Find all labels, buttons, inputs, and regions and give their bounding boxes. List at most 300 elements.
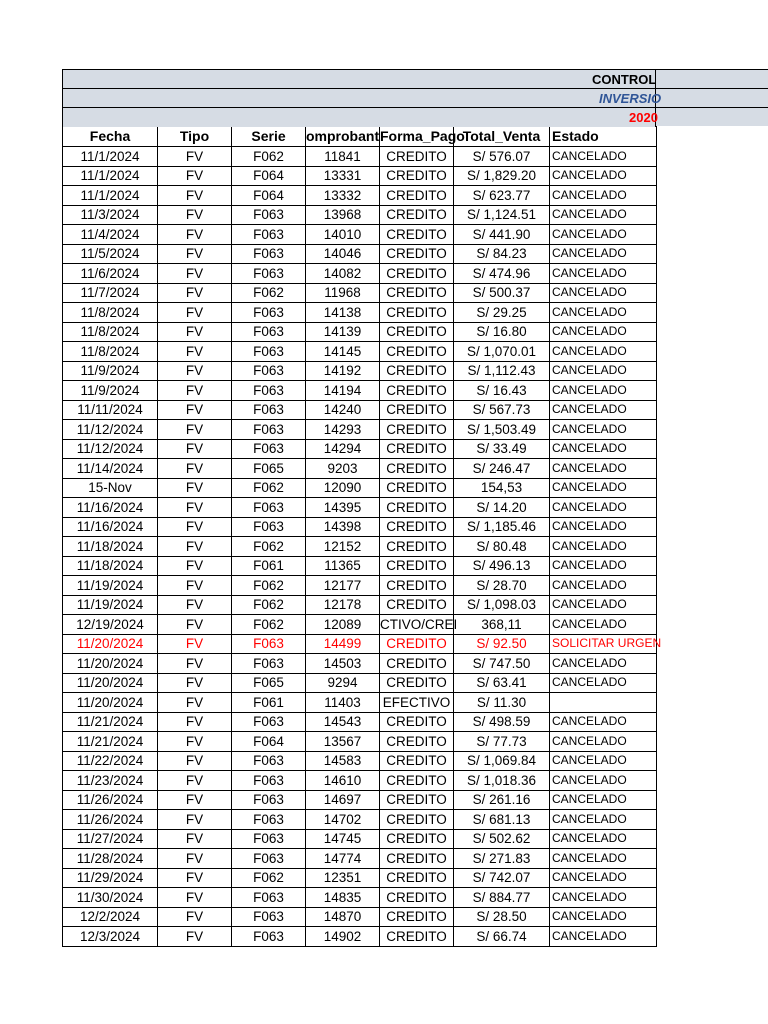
cell-fecha[interactable]: 12/3/2024: [63, 927, 158, 947]
cell-serie[interactable]: F062: [232, 615, 306, 635]
cell-fecha[interactable]: 11/26/2024: [63, 790, 158, 810]
cell-serie[interactable]: F063: [232, 771, 306, 791]
cell-serie[interactable]: F062: [232, 576, 306, 596]
cell-tipo[interactable]: FV: [158, 147, 232, 167]
cell-comprobante[interactable]: 11841: [306, 147, 380, 167]
cell-estado[interactable]: CANCELADO: [550, 829, 657, 849]
cell-total-venta[interactable]: S/ 28.70: [454, 576, 550, 596]
cell-comprobante[interactable]: 14870: [306, 907, 380, 927]
cell-estado[interactable]: CANCELADO: [550, 751, 657, 771]
cell-total-venta[interactable]: 154,53: [454, 478, 550, 498]
cell-tipo[interactable]: FV: [158, 322, 232, 342]
cell-forma-pago[interactable]: CREDITO: [380, 790, 454, 810]
cell-fecha[interactable]: 11/12/2024: [63, 439, 158, 459]
cell-fecha[interactable]: 11/22/2024: [63, 751, 158, 771]
cell-serie[interactable]: F063: [232, 888, 306, 908]
cell-estado[interactable]: CANCELADO: [550, 849, 657, 869]
cell-forma-pago[interactable]: CREDITO: [380, 322, 454, 342]
cell-comprobante[interactable]: 14499: [306, 634, 380, 654]
cell-estado[interactable]: CANCELADO: [550, 595, 657, 615]
cell-total-venta[interactable]: 368,11: [454, 615, 550, 635]
cell-comprobante[interactable]: 11403: [306, 693, 380, 713]
cell-tipo[interactable]: FV: [158, 732, 232, 752]
table-row: [63, 537, 657, 557]
cell-comprobante[interactable]: 14503: [306, 654, 380, 674]
header-total-venta[interactable]: Total_Venta: [454, 127, 550, 147]
cell-forma-pago[interactable]: CREDITO: [380, 283, 454, 303]
cell-comprobante[interactable]: 14240: [306, 400, 380, 420]
cell-comprobante[interactable]: 14697: [306, 790, 380, 810]
cell-serie[interactable]: F064: [232, 732, 306, 752]
cell-tipo[interactable]: FV: [158, 868, 232, 888]
cell-comprobante[interactable]: 12090: [306, 478, 380, 498]
cell-serie[interactable]: F063: [232, 342, 306, 362]
cell-estado[interactable]: CANCELADO: [550, 478, 657, 498]
cell-total-venta[interactable]: S/ 567.73: [454, 400, 550, 420]
cell-serie[interactable]: F063: [232, 361, 306, 381]
cell-total-venta[interactable]: S/ 681.13: [454, 810, 550, 830]
cell-comprobante[interactable]: 14395: [306, 498, 380, 518]
cell-tipo[interactable]: FV: [158, 810, 232, 830]
cell-tipo[interactable]: FV: [158, 829, 232, 849]
cell-estado[interactable]: CANCELADO: [550, 439, 657, 459]
cell-estado[interactable]: [550, 693, 657, 713]
cell-forma-pago[interactable]: CREDITO: [380, 634, 454, 654]
cell-serie[interactable]: F063: [232, 654, 306, 674]
cell-tipo[interactable]: FV: [158, 595, 232, 615]
cell-estado[interactable]: CANCELADO: [550, 322, 657, 342]
cell-serie[interactable]: F063: [232, 498, 306, 518]
cell-fecha[interactable]: 11/30/2024: [63, 888, 158, 908]
cell-total-venta[interactable]: S/ 84.23: [454, 244, 550, 264]
cell-total-venta[interactable]: S/ 1,098.03: [454, 595, 550, 615]
cell-serie[interactable]: F063: [232, 225, 306, 245]
cell-estado[interactable]: CANCELADO: [550, 147, 657, 167]
cell-fecha[interactable]: 11/21/2024: [63, 712, 158, 732]
cell-tipo[interactable]: FV: [158, 498, 232, 518]
cell-estado[interactable]: CANCELADO: [550, 225, 657, 245]
cell-tipo[interactable]: FV: [158, 654, 232, 674]
cell-serie[interactable]: F062: [232, 595, 306, 615]
cell-total-venta[interactable]: S/ 28.50: [454, 907, 550, 927]
cell-estado[interactable]: CANCELADO: [550, 907, 657, 927]
header-fecha[interactable]: Fecha: [63, 127, 158, 147]
cell-estado[interactable]: CANCELADO: [550, 810, 657, 830]
cell-estado[interactable]: CANCELADO: [550, 400, 657, 420]
cell-total-venta[interactable]: S/ 92.50: [454, 634, 550, 654]
title-cell-3[interactable]: [63, 108, 656, 127]
cell-comprobante[interactable]: 14835: [306, 888, 380, 908]
cell-total-venta[interactable]: S/ 498.59: [454, 712, 550, 732]
cell-forma-pago[interactable]: CREDITO: [380, 244, 454, 264]
cell-fecha[interactable]: 11/19/2024: [63, 595, 158, 615]
cell-serie[interactable]: F063: [232, 303, 306, 323]
cell-tipo[interactable]: FV: [158, 712, 232, 732]
cell-tipo[interactable]: FV: [158, 459, 232, 479]
cell-comprobante[interactable]: 13567: [306, 732, 380, 752]
cell-comprobante[interactable]: 14610: [306, 771, 380, 791]
cell-fecha[interactable]: 11/1/2024: [63, 186, 158, 206]
cell-comprobante[interactable]: 11365: [306, 556, 380, 576]
cell-total-venta[interactable]: S/ 1,124.51: [454, 205, 550, 225]
cell-fecha[interactable]: 11/4/2024: [63, 225, 158, 245]
cell-total-venta[interactable]: S/ 441.90: [454, 225, 550, 245]
cell-total-venta[interactable]: S/ 1,018.36: [454, 771, 550, 791]
cell-estado[interactable]: CANCELADO: [550, 654, 657, 674]
cell-forma-pago[interactable]: CREDITO: [380, 712, 454, 732]
cell-tipo[interactable]: FV: [158, 264, 232, 284]
cell-comprobante[interactable]: 12351: [306, 868, 380, 888]
cell-comprobante[interactable]: 14398: [306, 517, 380, 537]
cell-fecha[interactable]: 11/23/2024: [63, 771, 158, 791]
cell-forma-pago[interactable]: CREDITO: [380, 673, 454, 693]
cell-forma-pago[interactable]: CREDITO: [380, 868, 454, 888]
cell-forma-pago[interactable]: CREDITO: [380, 927, 454, 947]
cell-fecha[interactable]: 11/1/2024: [63, 166, 158, 186]
cell-estado[interactable]: CANCELADO: [550, 186, 657, 206]
cell-forma-pago[interactable]: CREDITO: [380, 225, 454, 245]
cell-estado[interactable]: CANCELADO: [550, 927, 657, 947]
cell-comprobante[interactable]: 14902: [306, 927, 380, 947]
cell-forma-pago[interactable]: CREDITO: [380, 751, 454, 771]
cell-serie[interactable]: F061: [232, 693, 306, 713]
cell-total-venta[interactable]: S/ 1,070.01: [454, 342, 550, 362]
cell-serie[interactable]: F064: [232, 166, 306, 186]
cell-fecha[interactable]: 12/19/2024: [63, 615, 158, 635]
cell-comprobante[interactable]: 13332: [306, 186, 380, 206]
cell-tipo[interactable]: FV: [158, 186, 232, 206]
cell-serie[interactable]: F062: [232, 478, 306, 498]
cell-fecha[interactable]: 11/14/2024: [63, 459, 158, 479]
cell-total-venta[interactable]: S/ 747.50: [454, 654, 550, 674]
cell-forma-pago[interactable]: CREDITO: [380, 264, 454, 284]
cell-forma-pago[interactable]: CREDITO: [380, 556, 454, 576]
cell-total-venta[interactable]: S/ 246.47: [454, 459, 550, 479]
cell-tipo[interactable]: FV: [158, 576, 232, 596]
cell-total-venta[interactable]: S/ 16.80: [454, 322, 550, 342]
cell-estado[interactable]: CANCELADO: [550, 459, 657, 479]
cell-tipo[interactable]: FV: [158, 342, 232, 362]
cell-total-venta[interactable]: S/ 16.43: [454, 381, 550, 401]
cell-fecha[interactable]: 11/5/2024: [63, 244, 158, 264]
cell-comprobante[interactable]: 9203: [306, 459, 380, 479]
cell-total-venta[interactable]: S/ 500.37: [454, 283, 550, 303]
cell-fecha[interactable]: 11/20/2024: [63, 634, 158, 654]
cell-fecha[interactable]: 11/26/2024: [63, 810, 158, 830]
cell-fecha[interactable]: 11/18/2024: [63, 537, 158, 557]
cell-tipo[interactable]: FV: [158, 400, 232, 420]
cell-serie[interactable]: F062: [232, 537, 306, 557]
cell-total-venta[interactable]: S/ 261.16: [454, 790, 550, 810]
cell-serie[interactable]: F063: [232, 439, 306, 459]
cell-forma-pago[interactable]: CREDITO: [380, 381, 454, 401]
cell-tipo[interactable]: FV: [158, 790, 232, 810]
cell-tipo[interactable]: FV: [158, 420, 232, 440]
cell-tipo[interactable]: FV: [158, 849, 232, 869]
cell-estado[interactable]: CANCELADO: [550, 420, 657, 440]
cell-total-venta[interactable]: S/ 496.13: [454, 556, 550, 576]
cell-serie[interactable]: F063: [232, 634, 306, 654]
cell-tipo[interactable]: FV: [158, 927, 232, 947]
cell-serie[interactable]: F063: [232, 927, 306, 947]
cell-estado[interactable]: CANCELADO: [550, 205, 657, 225]
cell-comprobante[interactable]: 13331: [306, 166, 380, 186]
cell-fecha[interactable]: 11/27/2024: [63, 829, 158, 849]
cell-fecha[interactable]: 11/8/2024: [63, 322, 158, 342]
cell-estado[interactable]: CANCELADO: [550, 381, 657, 401]
cell-total-venta[interactable]: S/ 1,503.49: [454, 420, 550, 440]
cell-forma-pago[interactable]: CREDITO: [380, 478, 454, 498]
cell-total-venta[interactable]: S/ 1,829.20: [454, 166, 550, 186]
cell-estado[interactable]: CANCELADO: [550, 732, 657, 752]
header-forma-pago[interactable]: Forma_Pago: [380, 127, 454, 147]
cell-forma-pago[interactable]: CREDITO: [380, 303, 454, 323]
cell-tipo[interactable]: FV: [158, 556, 232, 576]
cell-tipo[interactable]: FV: [158, 634, 232, 654]
table-row: [63, 283, 657, 303]
cell-fecha[interactable]: 11/12/2024: [63, 420, 158, 440]
cell-estado[interactable]: CANCELADO: [550, 303, 657, 323]
cell-tipo[interactable]: FV: [158, 439, 232, 459]
cell-forma-pago[interactable]: CREDITO: [380, 459, 454, 479]
cell-comprobante[interactable]: 14145: [306, 342, 380, 362]
cell-total-venta[interactable]: S/ 29.25: [454, 303, 550, 323]
cell-estado[interactable]: CANCELADO: [550, 244, 657, 264]
cell-forma-pago[interactable]: CREDITO: [380, 576, 454, 596]
cell-tipo[interactable]: FV: [158, 693, 232, 713]
cell-forma-pago[interactable]: CREDITO: [380, 888, 454, 908]
cell-estado[interactable]: CANCELADO: [550, 673, 657, 693]
cell-forma-pago[interactable]: CREDITO: [380, 205, 454, 225]
cell-fecha[interactable]: 11/6/2024: [63, 264, 158, 284]
cell-forma-pago[interactable]: CREDITO: [380, 439, 454, 459]
cell-serie[interactable]: F062: [232, 283, 306, 303]
cell-forma-pago[interactable]: CREDITO: [380, 907, 454, 927]
cell-comprobante[interactable]: 14082: [306, 264, 380, 284]
cell-fecha[interactable]: 11/9/2024: [63, 361, 158, 381]
cell-fecha[interactable]: 11/16/2024: [63, 498, 158, 518]
cell-comprobante[interactable]: 14010: [306, 225, 380, 245]
cell-estado[interactable]: CANCELADO: [550, 283, 657, 303]
cell-forma-pago[interactable]: CREDITO: [380, 595, 454, 615]
cell-fecha[interactable]: 11/8/2024: [63, 303, 158, 323]
cell-estado[interactable]: CANCELADO: [550, 615, 657, 635]
cell-estado[interactable]: CANCELADO: [550, 517, 657, 537]
cell-total-venta[interactable]: S/ 14.20: [454, 498, 550, 518]
cell-tipo[interactable]: FV: [158, 673, 232, 693]
cell-fecha[interactable]: 11/16/2024: [63, 517, 158, 537]
cell-total-venta[interactable]: S/ 77.73: [454, 732, 550, 752]
cell-comprobante[interactable]: 14138: [306, 303, 380, 323]
cell-forma-pago[interactable]: CTIVO/CREI: [380, 615, 454, 635]
cell-total-venta[interactable]: S/ 576.07: [454, 147, 550, 167]
cell-comprobante[interactable]: 9294: [306, 673, 380, 693]
cell-comprobante[interactable]: 14293: [306, 420, 380, 440]
cell-tipo[interactable]: FV: [158, 517, 232, 537]
cell-total-venta[interactable]: S/ 1,069.84: [454, 751, 550, 771]
header-tipo[interactable]: Tipo: [158, 127, 232, 147]
cell-serie[interactable]: F061: [232, 556, 306, 576]
cell-estado[interactable]: CANCELADO: [550, 771, 657, 791]
cell-tipo[interactable]: FV: [158, 888, 232, 908]
cell-forma-pago[interactable]: CREDITO: [380, 771, 454, 791]
cell-forma-pago[interactable]: CREDITO: [380, 849, 454, 869]
cell-serie[interactable]: F063: [232, 517, 306, 537]
cell-comprobante[interactable]: 14294: [306, 439, 380, 459]
cell-fecha[interactable]: 12/2/2024: [63, 907, 158, 927]
cell-serie[interactable]: F063: [232, 400, 306, 420]
cell-comprobante[interactable]: 14139: [306, 322, 380, 342]
cell-tipo[interactable]: FV: [158, 478, 232, 498]
cell-serie[interactable]: F063: [232, 849, 306, 869]
cell-serie[interactable]: F063: [232, 810, 306, 830]
cell-serie[interactable]: F063: [232, 244, 306, 264]
cell-serie[interactable]: F063: [232, 907, 306, 927]
cell-forma-pago[interactable]: CREDITO: [380, 361, 454, 381]
cell-serie[interactable]: F063: [232, 205, 306, 225]
cell-serie[interactable]: F063: [232, 712, 306, 732]
cell-serie[interactable]: F062: [232, 147, 306, 167]
cell-tipo[interactable]: FV: [158, 361, 232, 381]
cell-total-venta[interactable]: S/ 623.77: [454, 186, 550, 206]
cell-tipo[interactable]: FV: [158, 244, 232, 264]
cell-fecha[interactable]: 15-Nov: [63, 478, 158, 498]
cell-tipo[interactable]: FV: [158, 537, 232, 557]
cell-comprobante[interactable]: 13968: [306, 205, 380, 225]
cell-comprobante[interactable]: 14046: [306, 244, 380, 264]
table-row: [63, 771, 657, 791]
cell-serie[interactable]: F065: [232, 673, 306, 693]
cell-fecha[interactable]: 11/20/2024: [63, 654, 158, 674]
cell-estado[interactable]: SOLICITAR URGEN: [550, 634, 657, 654]
cell-comprobante[interactable]: 14702: [306, 810, 380, 830]
cell-comprobante[interactable]: 14194: [306, 381, 380, 401]
cell-total-venta[interactable]: S/ 80.48: [454, 537, 550, 557]
cell-tipo[interactable]: FV: [158, 381, 232, 401]
cell-forma-pago[interactable]: CREDITO: [380, 829, 454, 849]
cell-serie[interactable]: F063: [232, 751, 306, 771]
cell-fecha[interactable]: 11/20/2024: [63, 693, 158, 713]
cell-estado[interactable]: CANCELADO: [550, 498, 657, 518]
cell-total-venta[interactable]: S/ 11.30: [454, 693, 550, 713]
cell-comprobante[interactable]: 14192: [306, 361, 380, 381]
cell-forma-pago[interactable]: CREDITO: [380, 186, 454, 206]
cell-tipo[interactable]: FV: [158, 771, 232, 791]
cell-total-venta[interactable]: S/ 884.77: [454, 888, 550, 908]
cell-estado[interactable]: CANCELADO: [550, 712, 657, 732]
cell-tipo[interactable]: FV: [158, 615, 232, 635]
header-estado[interactable]: Estado: [550, 127, 657, 147]
cell-comprobante[interactable]: 14543: [306, 712, 380, 732]
cell-forma-pago[interactable]: CREDITO: [380, 810, 454, 830]
cell-forma-pago[interactable]: EFECTIVO: [380, 693, 454, 713]
cell-fecha[interactable]: 11/28/2024: [63, 849, 158, 869]
cell-serie[interactable]: F063: [232, 264, 306, 284]
cell-comprobante[interactable]: 14774: [306, 849, 380, 869]
cell-tipo[interactable]: FV: [158, 225, 232, 245]
cell-comprobante[interactable]: 14583: [306, 751, 380, 771]
cell-forma-pago[interactable]: CREDITO: [380, 147, 454, 167]
cell-comprobante[interactable]: 12177: [306, 576, 380, 596]
cell-tipo[interactable]: FV: [158, 303, 232, 323]
cell-serie[interactable]: F063: [232, 420, 306, 440]
cell-total-venta[interactable]: S/ 1,112.43: [454, 361, 550, 381]
cell-tipo[interactable]: FV: [158, 205, 232, 225]
cell-serie[interactable]: F065: [232, 459, 306, 479]
cell-fecha[interactable]: 11/19/2024: [63, 576, 158, 596]
cell-fecha[interactable]: 11/11/2024: [63, 400, 158, 420]
cell-tipo[interactable]: FV: [158, 907, 232, 927]
cell-fecha[interactable]: 11/18/2024: [63, 556, 158, 576]
cell-estado[interactable]: CANCELADO: [550, 556, 657, 576]
header-serie[interactable]: Serie: [232, 127, 306, 147]
cell-estado[interactable]: CANCELADO: [550, 790, 657, 810]
cell-total-venta[interactable]: S/ 742.07: [454, 868, 550, 888]
cell-estado[interactable]: CANCELADO: [550, 342, 657, 362]
cell-fecha[interactable]: 11/3/2024: [63, 205, 158, 225]
cell-estado[interactable]: CANCELADO: [550, 166, 657, 186]
cell-total-venta[interactable]: S/ 66.74: [454, 927, 550, 947]
cell-tipo[interactable]: FV: [158, 283, 232, 303]
cell-total-venta[interactable]: S/ 271.83: [454, 849, 550, 869]
cell-comprobante[interactable]: 12152: [306, 537, 380, 557]
cell-fecha[interactable]: 11/7/2024: [63, 283, 158, 303]
cell-total-venta[interactable]: S/ 502.62: [454, 829, 550, 849]
cell-fecha[interactable]: 11/20/2024: [63, 673, 158, 693]
cell-forma-pago[interactable]: CREDITO: [380, 537, 454, 557]
cell-estado[interactable]: CANCELADO: [550, 264, 657, 284]
cell-estado[interactable]: CANCELADO: [550, 576, 657, 596]
cell-serie[interactable]: F063: [232, 829, 306, 849]
cell-fecha[interactable]: 11/1/2024: [63, 147, 158, 167]
cell-estado[interactable]: CANCELADO: [550, 537, 657, 557]
cell-fecha[interactable]: 11/9/2024: [63, 381, 158, 401]
cell-forma-pago[interactable]: CREDITO: [380, 654, 454, 674]
cell-serie[interactable]: F063: [232, 790, 306, 810]
cell-serie[interactable]: F063: [232, 322, 306, 342]
cell-forma-pago[interactable]: CREDITO: [380, 732, 454, 752]
cell-forma-pago[interactable]: CREDITO: [380, 498, 454, 518]
cell-fecha[interactable]: 11/29/2024: [63, 868, 158, 888]
cell-tipo[interactable]: FV: [158, 166, 232, 186]
cell-total-venta[interactable]: S/ 33.49: [454, 439, 550, 459]
cell-estado[interactable]: CANCELADO: [550, 888, 657, 908]
cell-total-venta[interactable]: S/ 474.96: [454, 264, 550, 284]
cell-comprobante[interactable]: 12178: [306, 595, 380, 615]
cell-tipo[interactable]: FV: [158, 751, 232, 771]
cell-total-venta[interactable]: S/ 63.41: [454, 673, 550, 693]
cell-fecha[interactable]: 11/8/2024: [63, 342, 158, 362]
title-cell-1[interactable]: [63, 70, 656, 89]
cell-fecha[interactable]: 11/21/2024: [63, 732, 158, 752]
title-cell-2[interactable]: [63, 89, 662, 108]
cell-forma-pago[interactable]: CREDITO: [380, 342, 454, 362]
cell-forma-pago[interactable]: CREDITO: [380, 517, 454, 537]
cell-estado[interactable]: CANCELADO: [550, 868, 657, 888]
cell-forma-pago[interactable]: CREDITO: [380, 400, 454, 420]
header-comprobante[interactable]: omprobant: [306, 127, 380, 147]
cell-estado[interactable]: CANCELADO: [550, 361, 657, 381]
cell-forma-pago[interactable]: CREDITO: [380, 420, 454, 440]
cell-serie[interactable]: F062: [232, 868, 306, 888]
cell-forma-pago[interactable]: CREDITO: [380, 166, 454, 186]
cell-serie[interactable]: F063: [232, 381, 306, 401]
cell-total-venta[interactable]: S/ 1,185.46: [454, 517, 550, 537]
cell-comprobante[interactable]: 11968: [306, 283, 380, 303]
cell-comprobante[interactable]: 12089: [306, 615, 380, 635]
cell-comprobante[interactable]: 14745: [306, 829, 380, 849]
cell-serie[interactable]: F064: [232, 186, 306, 206]
